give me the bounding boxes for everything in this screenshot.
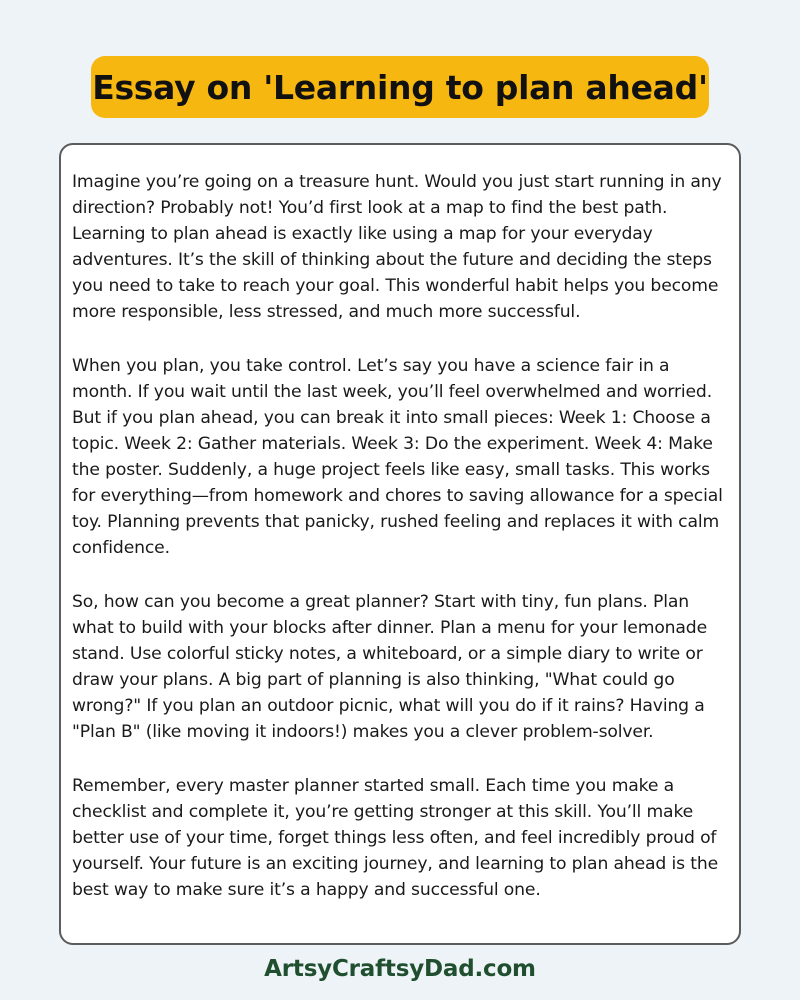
essay-paragraph-1: Imagine you’re going on a treasure hunt. Would you just start running in any direction? Probably not! You’d first look at a map to find the best path. Learning to plan ahead is exactly like using a map for your everyday adventures. It’s the skill of thinking about the future and deciding the steps you need to take to reach your goal. This wonderful habit helps you become more responsible, less stressed, and much more successful.	[72, 172, 722, 322]
footer-brand: ArtsyCraftsyDad.com	[264, 956, 536, 982]
essay-paragraph-2: When you plan, you take control. Let’s say you have a science fair in a month. If you wait until the last week, you’ll feel overwhelmed and worried. But if you plan ahead, you can break it into small pieces: Week 1: Choose a topic. Week 2: Gather materials. Week 3: Do the experiment. Week 4: Make the poster. Suddenly, a huge project feels like easy, small tasks. This works for everything—from homework and chores to saving allowance for a special toy. Planning prevents that panicky, rushed feeling and replaces it with calm confidence.	[72, 356, 723, 558]
essay-paragraph-4: Remember, every master planner started small. Each time you make a checklist and complete it, you’re getting stronger at this skill. You’ll make better use of your time, forget things less often, and feel incredibly proud of yourself. Your future is an exciting journey, and learning to plan ahead is the best way to make sure it’s a happy and successful one.	[72, 776, 719, 900]
essay-card	[59, 143, 741, 945]
essay-paragraph-3: So, how can you become a great planner? Start with tiny, fun plans. Plan what to build with your blocks after dinner. Plan a menu for your lemonade stand. Use colorful sticky notes, a whiteboard, or a simple diary to write or draw your plans. A big part of planning is also thinking, "What could go wrong?" If you plan an outdoor picnic, what will you do if it rains? Having a "Plan B" (like moving it indoors!) makes you a clever problem-solver.	[72, 592, 707, 742]
page-title: Essay on 'Learning to plan ahead'	[92, 67, 708, 107]
title-banner	[91, 56, 709, 118]
